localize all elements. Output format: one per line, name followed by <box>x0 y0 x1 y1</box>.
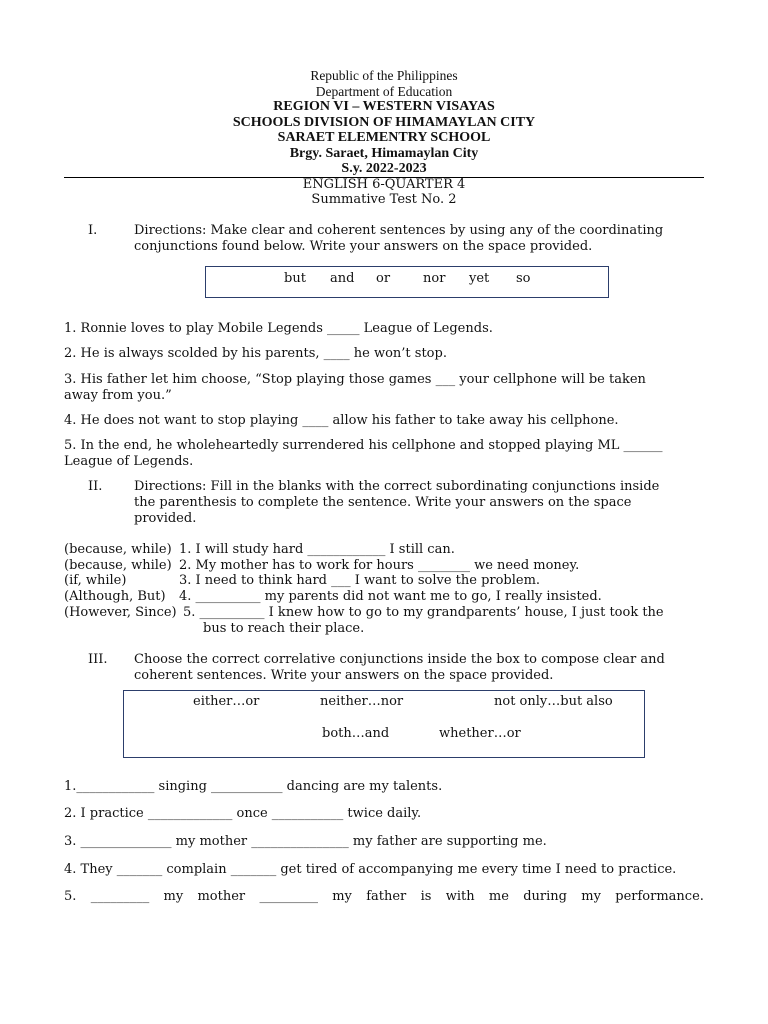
part2-item-5-choices: (However, Since) <box>64 605 177 620</box>
part1-number: I. <box>88 223 98 238</box>
header-school-year: S.y. 2022-2023 <box>341 161 427 176</box>
part2-item-5-cont: bus to reach their place. <box>203 621 365 636</box>
item5-blank: _________ <box>90 889 150 904</box>
item5-word: my <box>163 889 184 904</box>
part3-directions-line1: Choose the correct correlative conjunctions inside the box to compose clear and <box>134 652 665 667</box>
item5-word: mother <box>197 889 246 904</box>
header-department: Department of Education <box>315 84 453 99</box>
part2-item-3: 3. I need to think hard ___ I want to solve the problem. <box>179 573 541 588</box>
part1-item-1: 1. Ronnie loves to play Mobile Legends _____ League of Legends. <box>64 321 493 336</box>
item5-word: performance. <box>615 889 704 904</box>
header-region: REGION VI – WESTERN VISAYAS <box>273 99 495 114</box>
part3-item-1: 1.____________ singing ___________ dancing are my talents. <box>64 779 443 794</box>
header-address: Brgy. Saraet, Himamaylan City <box>289 146 479 161</box>
part2-item-1: 1. I will study hard ____________ I still can. <box>179 542 455 557</box>
word-both-and: both…and <box>322 726 390 741</box>
word-neither-nor: neither…nor <box>320 694 404 709</box>
part2-item-4-choices: (Although, But) <box>64 589 166 604</box>
item5-word: my <box>581 889 601 904</box>
part1-item-5-cont: League of Legends. <box>64 454 194 469</box>
part2-directions-line2: the parenthesis to complete the sentence. Write your answers on the space <box>134 495 632 510</box>
part3-item-4: 4. They _______ complain _______ get tired of accompanying me every time I need to practice. <box>64 862 677 877</box>
part3-item-2: 2. I practice _____________ once ___________ twice daily. <box>64 806 422 821</box>
part1-directions-line1: Directions: Make clear and coherent sentences by using any of the coordinating <box>134 223 664 238</box>
item5-word: with <box>445 889 475 904</box>
part2-number: II. <box>88 479 103 494</box>
item5-word: is <box>420 889 432 904</box>
word-and: and <box>330 271 355 286</box>
item5-word: my <box>332 889 352 904</box>
item5-word: 5. <box>64 889 77 904</box>
test-title: Summative Test No. 2 <box>311 192 457 207</box>
header-school: SARAET ELEMENTRY SCHOOL <box>277 130 491 145</box>
part2-item-5: 5. __________ I knew how to go to my grandparents’ house, I just took the <box>183 605 664 620</box>
word-but: but <box>284 271 306 286</box>
part3-item-3: 3. ______________ my mother _______________ my father are supporting me. <box>64 834 547 849</box>
part3-item-5 <box>64 889 704 905</box>
word-yet: yet <box>469 271 490 286</box>
word-nor: nor <box>423 271 446 286</box>
header-division: SCHOOLS DIVISION OF HIMAMAYLAN CITY <box>232 115 536 130</box>
part2-item-1-choices: (because, while) <box>64 542 172 557</box>
item5-word: father <box>366 889 407 904</box>
part3-directions-line2: coherent sentences. Write your answers on the space provided. <box>134 668 554 683</box>
part2-item-2: 2. My mother has to work for hours ________ we need money. <box>179 558 580 573</box>
part2-item-2-choices: (because, while) <box>64 558 172 573</box>
part2-item-3-choices: (if, while) <box>64 573 127 588</box>
part1-item-5: 5. In the end, he wholeheartedly surrendered his cellphone and stopped playing ML ______ <box>64 438 663 453</box>
item5-word: during <box>523 889 567 904</box>
part1-item-3: 3. His father let him choose, “Stop playing those games ___ your cellphone will be taken <box>64 372 646 387</box>
part1-item-2: 2. He is always scolded by his parents, ____ he won’t stop. <box>64 346 447 361</box>
subject-title: ENGLISH 6-QUARTER 4 <box>302 177 466 192</box>
coordinating-conjunctions-box <box>205 266 609 298</box>
word-whether-or: whether…or <box>439 726 521 741</box>
word-so: so <box>516 271 531 286</box>
part3-number: III. <box>88 652 108 667</box>
part1-directions-line2: conjunctions found below. Write your answers on the space provided. <box>134 239 593 254</box>
word-or: or <box>376 271 391 286</box>
part2-item-4: 4. __________ my parents did not want me to go, I really insisted. <box>179 589 602 604</box>
header-republic: Republic of the Philippines <box>310 68 458 83</box>
part2-directions-line1: Directions: Fill in the blanks with the correct subordinating conjunctions inside <box>134 479 660 494</box>
part1-item-4: 4. He does not want to stop playing ____ allow his father to take away his cellphone. <box>64 413 619 428</box>
item5-word: me <box>488 889 509 904</box>
word-either-or: either…or <box>193 694 260 709</box>
item5-blank: _________ <box>259 889 318 904</box>
part1-item-3-cont: away from you.” <box>64 388 172 403</box>
part2-directions-line3: provided. <box>134 511 197 526</box>
word-not-only-but-also: not only…but also <box>494 694 613 709</box>
